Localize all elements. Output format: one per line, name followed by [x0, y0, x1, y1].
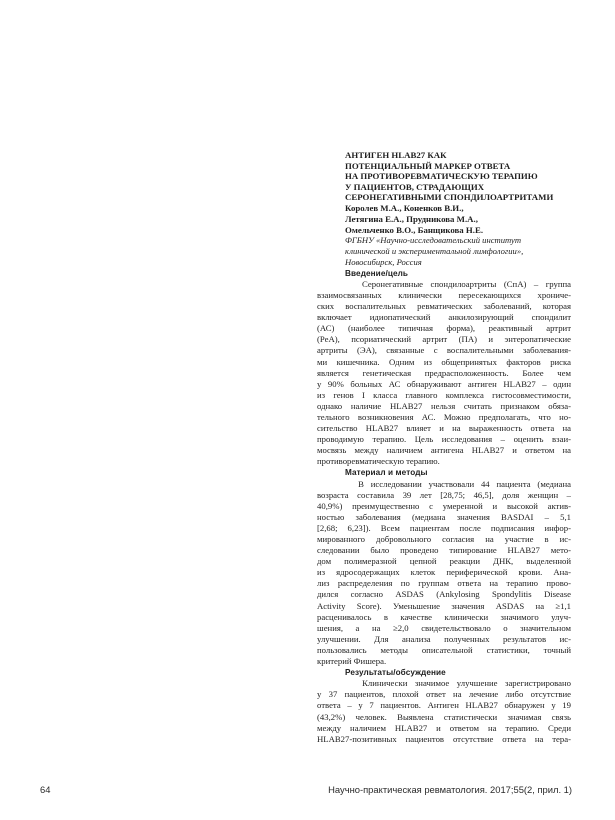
- text-line: ских воспалительных ревматических заболеваний, которая: [317, 301, 571, 312]
- text-line: ностью заболевания (медиана значения BASDAI – 5,1: [317, 511, 571, 522]
- section-body: [317, 479, 571, 668]
- section-heading: Материал и методы: [345, 468, 428, 478]
- text-line: улучшении. Для анализа полученных результатов ис-: [317, 633, 571, 644]
- affiliation-line: ФГБНУ «Научно-исследовательский институт: [345, 235, 522, 246]
- section-heading: Введение/цель: [345, 268, 409, 278]
- text-line: тельного возникновения АС. Можно предполагать, что но-: [317, 411, 571, 422]
- text-line: Серонегативные спондилоартриты (СпА) – группа: [317, 278, 571, 289]
- text-line: шения, а на ≥2,0 свидетельствовало о значительном: [317, 622, 571, 633]
- text-line: HLAB27-позитивных пациентов отсутствие ответа на тера-: [317, 733, 571, 744]
- text-line: из ядросодержащих клеток периферической крови. Ана-: [317, 567, 571, 578]
- author-line: Летягина Е.А., Прудникова М.А.,: [345, 213, 478, 224]
- text-line: (АС) (наиболее типичная форма), реактивный артрит: [317, 323, 571, 334]
- affiliation-line: Новосибирск, Россия: [345, 256, 422, 267]
- text-line: взаимосвязанных клинически пересекающихся хрониче-: [317, 289, 571, 300]
- text-line: следовании было проведено типирование HLAB27 мето-: [317, 545, 571, 556]
- affiliation: [345, 235, 571, 267]
- text-line: расценивалось в качестве клинически значимого улуч-: [317, 611, 571, 622]
- text-line: сительство HLAB27 влияет и на выраженность ответа на: [317, 423, 571, 434]
- text-line: (43,2%) человек. Выявлена статистически значимая связь: [317, 711, 571, 722]
- text-line: возраста составила 39 лет [28,75; 46,5], доля женщин –: [317, 489, 571, 500]
- author-list: [345, 203, 571, 235]
- text-line: (РеА), псориатический артрит (ПА) и энтеропатические: [317, 334, 571, 345]
- section-body: [317, 678, 571, 745]
- title-line: СЕРОНЕГАТИВНЫМИ СПОНДИЛОАРТРИТАМИ: [345, 192, 554, 203]
- title-line: АНТИГЕН HLAB27 КАК: [345, 150, 447, 160]
- text-line: ответа – у 7 пациентов. Антиген HLAB27 обнаружен у 19: [317, 700, 571, 711]
- text-line: пользовались методы описательной статистики, точный: [317, 644, 571, 655]
- affiliation-line: клинической и экспериментальной лимфологии»,: [345, 246, 524, 257]
- text-line: артриты (ЭА), связанные с воспалительными заболевания-: [317, 345, 571, 356]
- title-line: ПОТЕНЦИАЛЬНЫЙ МАРКЕР ОТВЕТА: [345, 160, 511, 171]
- text-line: дился согласно ASDAS (Ankylosing Spondylitis Disease: [317, 589, 571, 600]
- page-number: 64: [40, 784, 51, 795]
- text-line: В исследовании участвовали 44 пациента (медиана: [317, 478, 571, 489]
- text-line: из генов I класса главного комплекса гистосовместимости,: [317, 389, 571, 400]
- text-line: у 90% больных АС обнаруживают антиген HLAB27 – один: [317, 378, 571, 389]
- author-line: Омельченко В.О., Банщикова Н.Е.: [345, 224, 484, 235]
- text-line: Клинически значимое улучшение зарегистрировано: [317, 678, 571, 689]
- article-body: [317, 268, 571, 745]
- text-line: включает идиопатический анкилозирующий спондилит: [317, 312, 571, 323]
- text-line: мосвязь между наличием антигена HLAB27 и ответом на: [317, 445, 571, 456]
- text-line: является генетическая предрасположенность. Более чем: [317, 367, 571, 378]
- section-body: [317, 279, 571, 468]
- text-line: критерий Фишера.: [317, 656, 387, 667]
- text-line: ми кишечника. Одним из общепринятых факторов риска: [317, 356, 571, 367]
- text-line: у 37 пациентов, плохой ответ на лечение либо отсутствие: [317, 689, 571, 700]
- text-line: лиз распределения по группам ответа на терапию прово-: [317, 578, 571, 589]
- abstract-column: [317, 150, 571, 745]
- text-line: однако наличие HLAB27 нельзя считать признаком обяза-: [317, 400, 571, 411]
- title-line: НА ПРОТИВОРЕВМАТИЧЕСКУЮ ТЕРАПИЮ: [345, 171, 538, 182]
- journal-reference: Научно-практическая ревматология. 2017;55(2, прил. 1): [328, 784, 572, 795]
- title-line: У ПАЦИЕНТОВ, СТРАДАЮЩИХ: [345, 181, 485, 192]
- section-heading: Результаты/обсуждение: [345, 668, 446, 678]
- text-line: Activity Score). Уменьшение значения ASDAS на ≥1,1: [317, 600, 571, 611]
- text-line: проводимую терапию. Цель исследования – оценить взаи-: [317, 434, 571, 445]
- text-line: между наличием HLAB27 и ответом на терапию. Среди: [317, 722, 571, 733]
- article-title: [345, 150, 571, 203]
- text-line: [2,68; 6,23]). Всем пациентам после подписания инфор-: [317, 522, 571, 533]
- text-line: противоревматическую терапию.: [317, 456, 440, 467]
- text-line: мированного добровольного согласия на участие в ис-: [317, 534, 571, 544]
- text-line: 40,9%) преимущественно с умеренной и высокой актив-: [317, 500, 571, 511]
- author-line: Королев М.А., Коненков В.И.,: [345, 202, 464, 213]
- text-line: дом полимеразной цепной реакции ДНК, выделенной: [317, 556, 571, 567]
